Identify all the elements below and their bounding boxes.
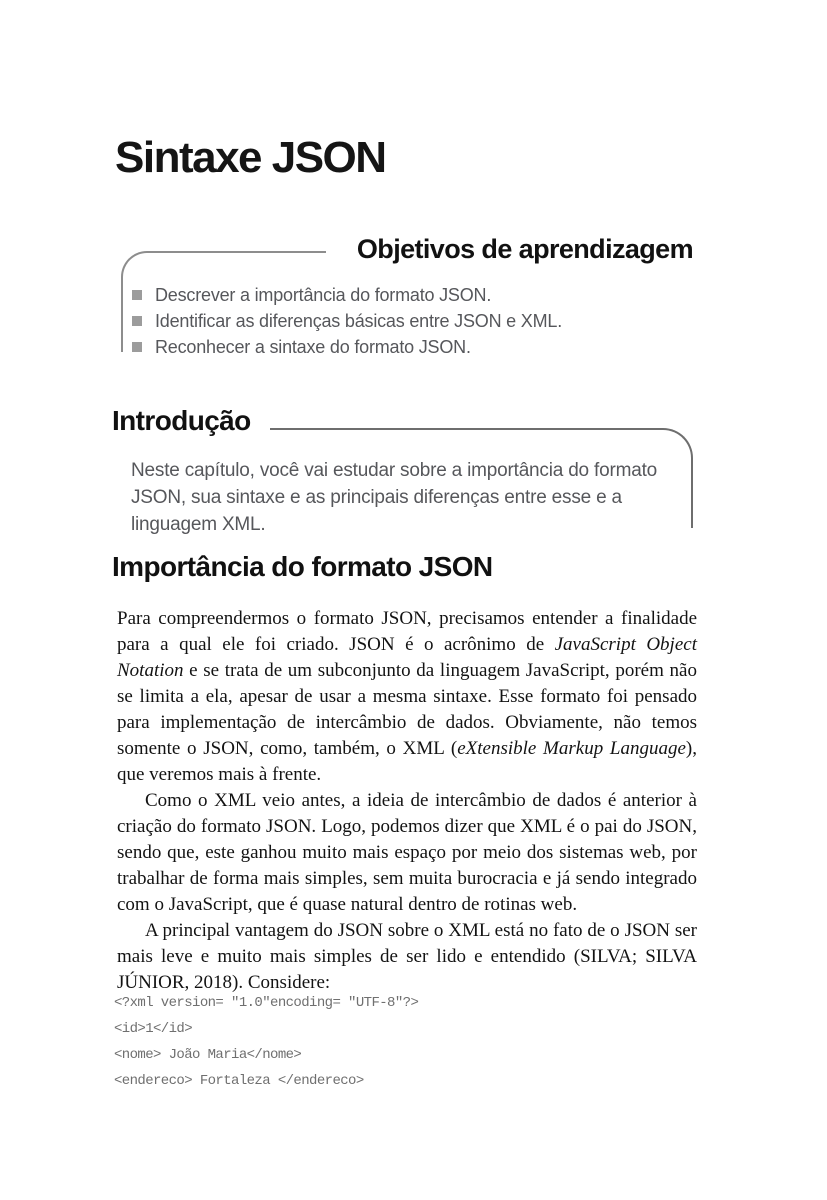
code-line: <?xml version= "1.0"encoding= "UTF-8"?> [114, 995, 419, 1011]
xml-code-block [114, 992, 418, 1096]
body-paragraph: Como o XML veio antes, a ideia de intercâmbio de dados é anterior à criação do formato JSON. Logo, podemos dizer que XML é o pai do JSON, sendo que, este ganhou muito mais espaço por meio dos sistemas web, por trabalhar de forma mais simples, sem muita burocracia e já sendo integrado com o JavaScript, que é quase natural dentro de rotinas web. [117, 790, 697, 915]
objective-text: Reconhecer a sintaxe do formato JSON. [155, 337, 471, 357]
bullet-square-icon [132, 316, 142, 326]
bullet-square-icon [132, 290, 142, 300]
objectives-heading: Objetivos de aprendizagem [356, 234, 693, 264]
objective-item [132, 285, 562, 311]
section-heading: Importância do formato JSON [112, 551, 493, 582]
objectives-list [132, 285, 562, 363]
objective-text: Identificar as diferenças básicas entre JSON e XML. [155, 311, 562, 331]
bullet-square-icon [132, 342, 142, 352]
code-line: <endereco> Fortaleza </endereco> [114, 1073, 364, 1089]
intro-body: Neste capítulo, você vai estudar sobre a importância do formato JSON, sua sintaxe e as principais diferenças entre esse e a linguagem XML. [131, 460, 658, 535]
intro-heading: Introdução [112, 405, 251, 436]
objective-text: Descrever a importância do formato JSON. [155, 285, 492, 305]
section-body [117, 606, 697, 996]
chapter-title: Sintaxe JSON [115, 133, 386, 182]
body-paragraph: Para compreendermos o formato JSON, precisamos entender a finalidade para a qual ele foi criado. JSON é o acrônimo de JavaScript Object Notation e se trata de um subconjunto da linguagem JavaScript, porém não se limita a ela, apesar de usar a mesma sintaxe. Esse formato foi pensado para implementação de intercâmbio de dados. Obviamente, não temos somente o JSON, como, também, o XML (eXtensible Markup Language), que veremos mais à frente. [117, 608, 697, 785]
code-line: <nome> João Maria</nome> [114, 1047, 302, 1063]
body-paragraph: A principal vantagem do JSON sobre o XML está no fato de o JSON ser mais leve e muito mais simples de ser lido e entendido (SILVA; SILVA JÚNIOR, 2018). Considere: [117, 920, 697, 993]
objective-item [132, 337, 562, 363]
code-line: <id>1</id> [114, 1021, 193, 1037]
objective-item [132, 311, 562, 337]
